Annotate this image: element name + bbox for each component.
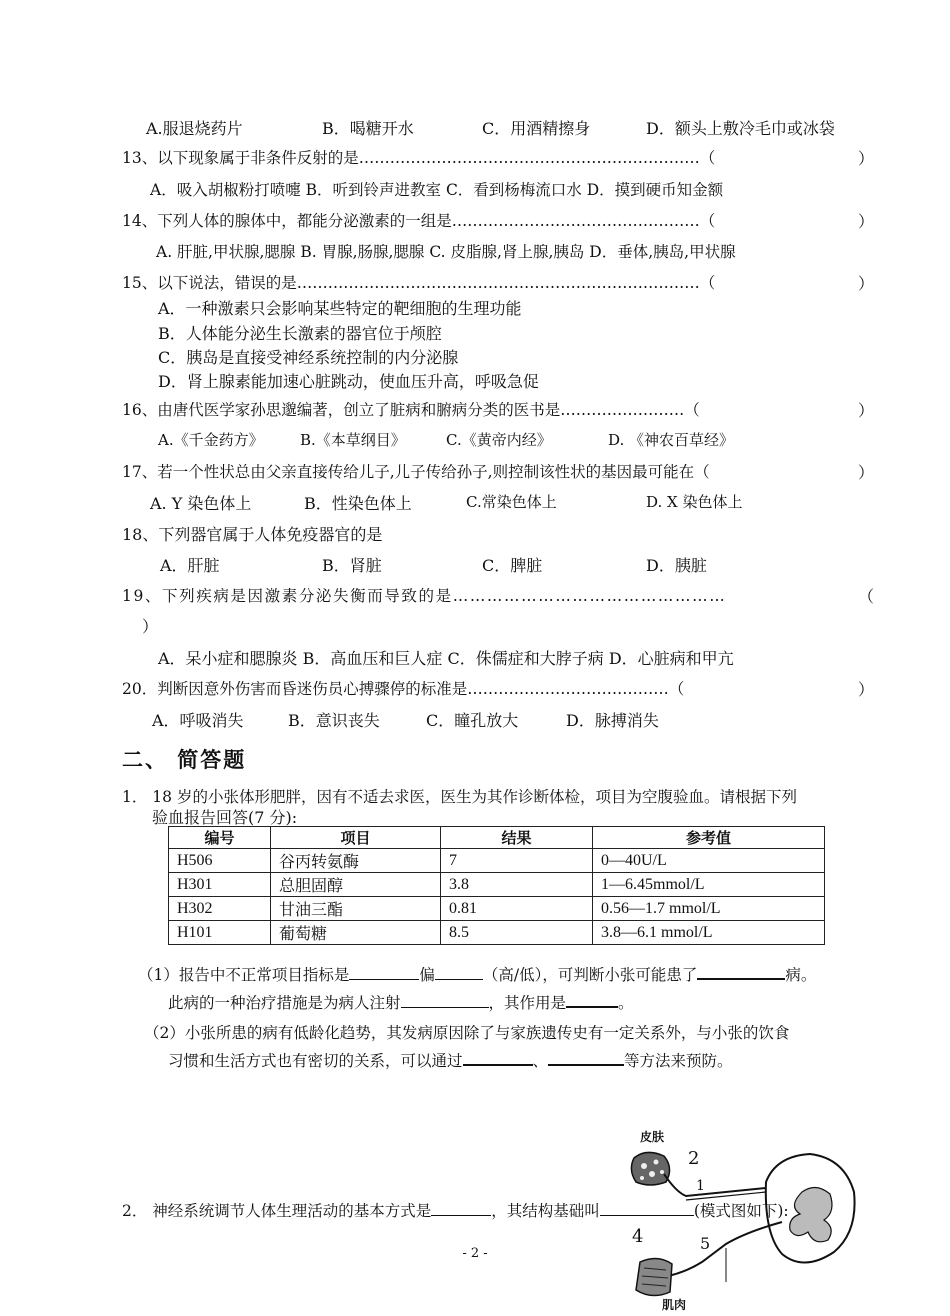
q16-option-b: B.《本草纲目》: [300, 431, 406, 449]
q20-option-d: D．脉搏消失: [566, 711, 659, 730]
sa1-part1-line2: [168, 990, 634, 1013]
answer-blank-disease[interactable]: [697, 962, 785, 980]
q19-paren-close: ）: [142, 617, 159, 636]
muscle-effector-shape: [636, 1258, 672, 1295]
q15-option-b: B．人体能分泌生长激素的器官位于颅腔: [158, 324, 442, 343]
label-muscle: 肌肉: [662, 1298, 687, 1312]
q19-stem: 19、下列疾病是因激素分泌失衡而导致的是…………………………………………: [122, 587, 727, 605]
cell-reference: 0—40U/L: [593, 849, 825, 873]
q12-option-a: A.服退烧药片: [146, 119, 243, 138]
q16-option-c: C.《黄帝内经》: [446, 431, 552, 449]
answer-blank-prevention-2[interactable]: [548, 1048, 624, 1066]
sa1-part1-text-d: 病。: [785, 966, 817, 984]
q18-stem: 18、下列器官属于人体免疫器官的是: [122, 525, 383, 544]
sa1-part2-text-d: 等方法来预防。: [624, 1052, 733, 1070]
sa1-part1-line1: [138, 962, 816, 985]
sa1-part2-line1: （2）小张所患的病有低龄化趋势，其发病原因除了与家族遗传史有一定关系外，与小张的饮食: [144, 1024, 790, 1042]
sa1-intro-line1: 1． 18 岁的小张体形肥胖，因有不适去求医，医生为其作诊断体检，项目为空腹验血。请根据下列: [122, 788, 797, 806]
q16-paren-close: ）: [858, 401, 875, 420]
cell-result: 3.8: [441, 873, 593, 897]
q18-option-a: A．肝脏: [160, 556, 220, 575]
cell-result: 7: [441, 849, 593, 873]
cell-reference: 1—6.45mmol/L: [593, 873, 825, 897]
q17-option-d: D. X 染色体上: [646, 493, 743, 511]
q20-option-b: B．意识丧失: [288, 711, 380, 730]
q13-stem: 13、以下现象属于非条件反射的是…………………………………………………………（: [122, 149, 716, 167]
answer-blank-abnormal-item[interactable]: [349, 963, 419, 980]
cell-result: 8.5: [441, 921, 593, 945]
sa1-intro-line2: 验血报告回答(7 分):: [152, 808, 298, 827]
q17-paren-close: ）: [858, 463, 875, 482]
q20-option-a: A．呼吸消失: [152, 711, 244, 730]
reflex-arc-svg: [606, 1122, 866, 1312]
answer-blank-high-low[interactable]: [435, 963, 483, 980]
q15-paren-close: ）: [858, 274, 875, 293]
table-row: [169, 849, 825, 873]
header-result: 结果: [441, 827, 593, 849]
q13-paren-close: ）: [858, 149, 875, 168]
q14-paren-close: ）: [858, 212, 875, 231]
label-part-4: 4: [632, 1226, 644, 1247]
q15-option-a: A．一种激素只会影响某些特定的靶细胞的生理功能: [158, 299, 522, 318]
label-part-1: 1: [696, 1178, 705, 1194]
cell-reference: 0.56—1.7 mmol/L: [593, 897, 825, 921]
table-row: [169, 873, 825, 897]
q19-paren-open: （: [858, 587, 875, 606]
header-code: 编号: [169, 827, 271, 849]
answer-blank-function[interactable]: [566, 990, 618, 1008]
q12-option-c: C．用酒精擦身: [482, 119, 591, 138]
q15-stem: 15、以下说法，错误的是……………………………………………………………………（: [122, 274, 716, 292]
q17-stem: 17、若一个性状总由父亲直接传给儿子,儿子传给孙子,则控制该性状的基因最可能在（: [122, 463, 710, 481]
sa1-part2-text-c: 、: [532, 1052, 549, 1070]
q16-option-a: A.《千金药方》: [158, 431, 264, 449]
q20-option-c: C．瞳孔放大: [426, 711, 519, 730]
q17-option-a: A. Y 染色体上: [150, 494, 252, 513]
blood-test-report-table: [168, 826, 825, 945]
q18-option-b: B．肾脏: [322, 556, 382, 575]
cell-item: 总胆固醇: [271, 873, 441, 897]
sa1-part2-line2: [168, 1048, 733, 1071]
q15-option-c: C．胰岛是直接受神经系统控制的内分泌腺: [158, 348, 459, 367]
answer-blank-prevention-1[interactable]: [463, 1048, 533, 1066]
sa1-part1-text-f: ，其作用是: [488, 994, 567, 1012]
cell-code: H506: [169, 849, 271, 873]
cell-code: H101: [169, 921, 271, 945]
sa2-text-a: 2． 神经系统调节人体生理活动的基本方式是: [122, 1202, 432, 1220]
skin-receptor-shape: [631, 1152, 669, 1185]
cell-item: 葡萄糖: [271, 921, 441, 945]
q17-option-c: C.常染色体上: [466, 493, 557, 511]
q16-stem: 16、由唐代医学家孙思邈编著，创立了脏病和腑病分类的医书是……………………（: [122, 401, 700, 419]
label-part-5: 5: [700, 1234, 711, 1253]
page-number: - 2 -: [462, 1246, 488, 1261]
sa1-part1-text-e: 此病的一种治疗措施是为病人注射: [168, 994, 401, 1012]
q18-option-d: D．胰脏: [646, 556, 707, 575]
sa1-part1-text-g: 。: [618, 994, 634, 1012]
label-skin: 皮肤: [640, 1130, 665, 1144]
q17-option-b: B．性染色体上: [304, 494, 412, 513]
cell-item: 甘油三酯: [271, 897, 441, 921]
sa2-text-c: (模式图如下):: [693, 1202, 789, 1220]
reflex-arc-diagram: [606, 1122, 866, 1312]
header-reference: 参考值: [593, 827, 825, 849]
table-header-row: [169, 827, 825, 849]
sa1-part2-text-b: 习惯和生活方式也有密切的关系，可以通过: [168, 1052, 463, 1070]
section-heading-short-answer: 二、 简答题: [122, 748, 247, 772]
q13-options: A．吸入胡椒粉打喷嚏 B．听到铃声进教室 C．看到杨梅流口水 D．摸到硬币知金额: [150, 181, 724, 199]
answer-blank-injection[interactable]: [401, 991, 489, 1008]
cell-item: 谷丙转氨酶: [271, 849, 441, 873]
q18-option-c: C．脾脏: [482, 556, 543, 575]
cell-reference: 3.8—6.1 mmol/L: [593, 921, 825, 945]
cell-result: 0.81: [441, 897, 593, 921]
label-part-2: 2: [688, 1148, 700, 1169]
q19-options: A．呆小症和腮腺炎 B．高血压和巨人症 C．侏儒症和大脖子病 D．心脏病和甲亢: [158, 649, 734, 668]
q20-paren-close: ）: [858, 680, 875, 699]
q16-option-d: D. 《神农百草经》: [608, 431, 735, 449]
table-row: [169, 897, 825, 921]
sa2-text-b: ，其结构基础叫: [491, 1202, 600, 1220]
q15-option-d: D．肾上腺素能加速心脏跳动，使血压升高，呼吸急促: [158, 372, 539, 391]
header-item: 项目: [271, 827, 441, 849]
table-row: [169, 921, 825, 945]
sa1-part1-text-c: （高/低），可判断小张可能患了: [482, 966, 698, 984]
q14-options: A. 肝脏,甲状腺,腮腺 B. 胃腺,肠腺,腮腺 C. 皮脂腺,肾上腺,胰岛 D．垂体,胰岛,甲状腺: [156, 243, 736, 261]
answer-blank-reflex[interactable]: [431, 1199, 491, 1216]
q14-stem: 14、下列人体的腺体中，都能分泌激素的一组是…………………………………………（: [122, 212, 716, 230]
cell-code: H302: [169, 897, 271, 921]
sa1-part1-text-a: （1）报告中不正常项目指标是: [138, 966, 350, 984]
q12-option-d: D．额头上敷冷毛巾或冰袋: [646, 119, 835, 138]
q20-stem: 20．判断因意外伤害而昏迷伤员心搏骤停的标准是…………………………………（: [122, 680, 685, 698]
q12-option-b: B．喝糖开水: [322, 119, 414, 138]
sa1-part1-text-b: 偏: [419, 966, 435, 984]
cell-code: H301: [169, 873, 271, 897]
